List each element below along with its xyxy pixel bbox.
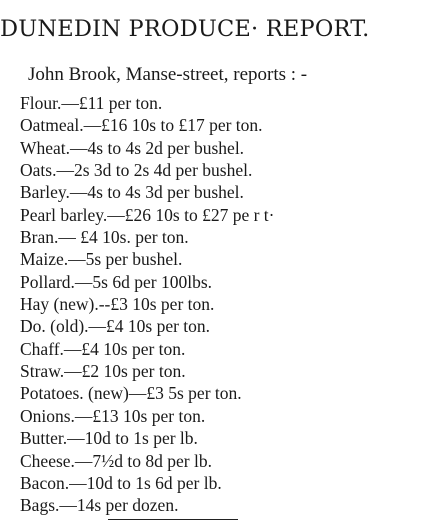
price-item-straw: Straw.—£2 10s per ton. bbox=[20, 361, 186, 382]
price-item-hay-old: Do. (old).—£4 10s per ton. bbox=[20, 316, 211, 337]
price-item-chaff: Chaff.—£4 10s per ton. bbox=[20, 338, 186, 359]
price-item-oatmeal: Oatmeal.—£16 10s to £17 per ton. bbox=[20, 115, 263, 136]
price-item-flour: Flour.—£11 per ton. bbox=[20, 93, 163, 113]
price-item-wheat: Wheat.—4s to 4s 2d per bushel. bbox=[20, 137, 245, 158]
price-item-bran: Bran.— £4 10s. per ton. bbox=[20, 227, 189, 248]
reporter-line: John Brook, Manse-street, reports : - bbox=[28, 64, 308, 85]
closing-rule bbox=[108, 519, 238, 520]
price-item-hay-new: Hay (new).--£3 10s per ton. bbox=[20, 294, 215, 315]
price-item-onions: Onions.—£13 10s per ton. bbox=[20, 405, 206, 426]
price-item-butter: Butter.—10d to 1s per lb. bbox=[20, 428, 198, 449]
price-item-barley: Barley.—4s to 4s 3d per bushel. bbox=[20, 182, 244, 203]
price-item-cheese: Cheese.—7½d to 8d per lb. bbox=[20, 450, 212, 471]
price-item-potatoes: Potatoes. (new)—£3 5s per ton. bbox=[20, 383, 242, 404]
price-item-oats: Oats.—2s 3d to 2s 4d per bushel. bbox=[20, 160, 253, 181]
price-list bbox=[20, 92, 420, 517]
price-item-pollard: Pollard.—5s 6d per 100lbs. bbox=[20, 271, 213, 292]
price-item-bags: Bags.—14s per dozen. bbox=[20, 495, 179, 516]
price-item-maize: Maize.—5s per bushel. bbox=[20, 249, 183, 270]
price-item-pearl-barley: Pearl barley.—£26 10s to £27 pe r t· bbox=[20, 204, 275, 225]
report-headline: DUNEDIN PRODUCE· REPORT. bbox=[0, 16, 370, 42]
price-item-bacon: Bacon.—10d to 1s 6d per lb. bbox=[20, 472, 222, 493]
